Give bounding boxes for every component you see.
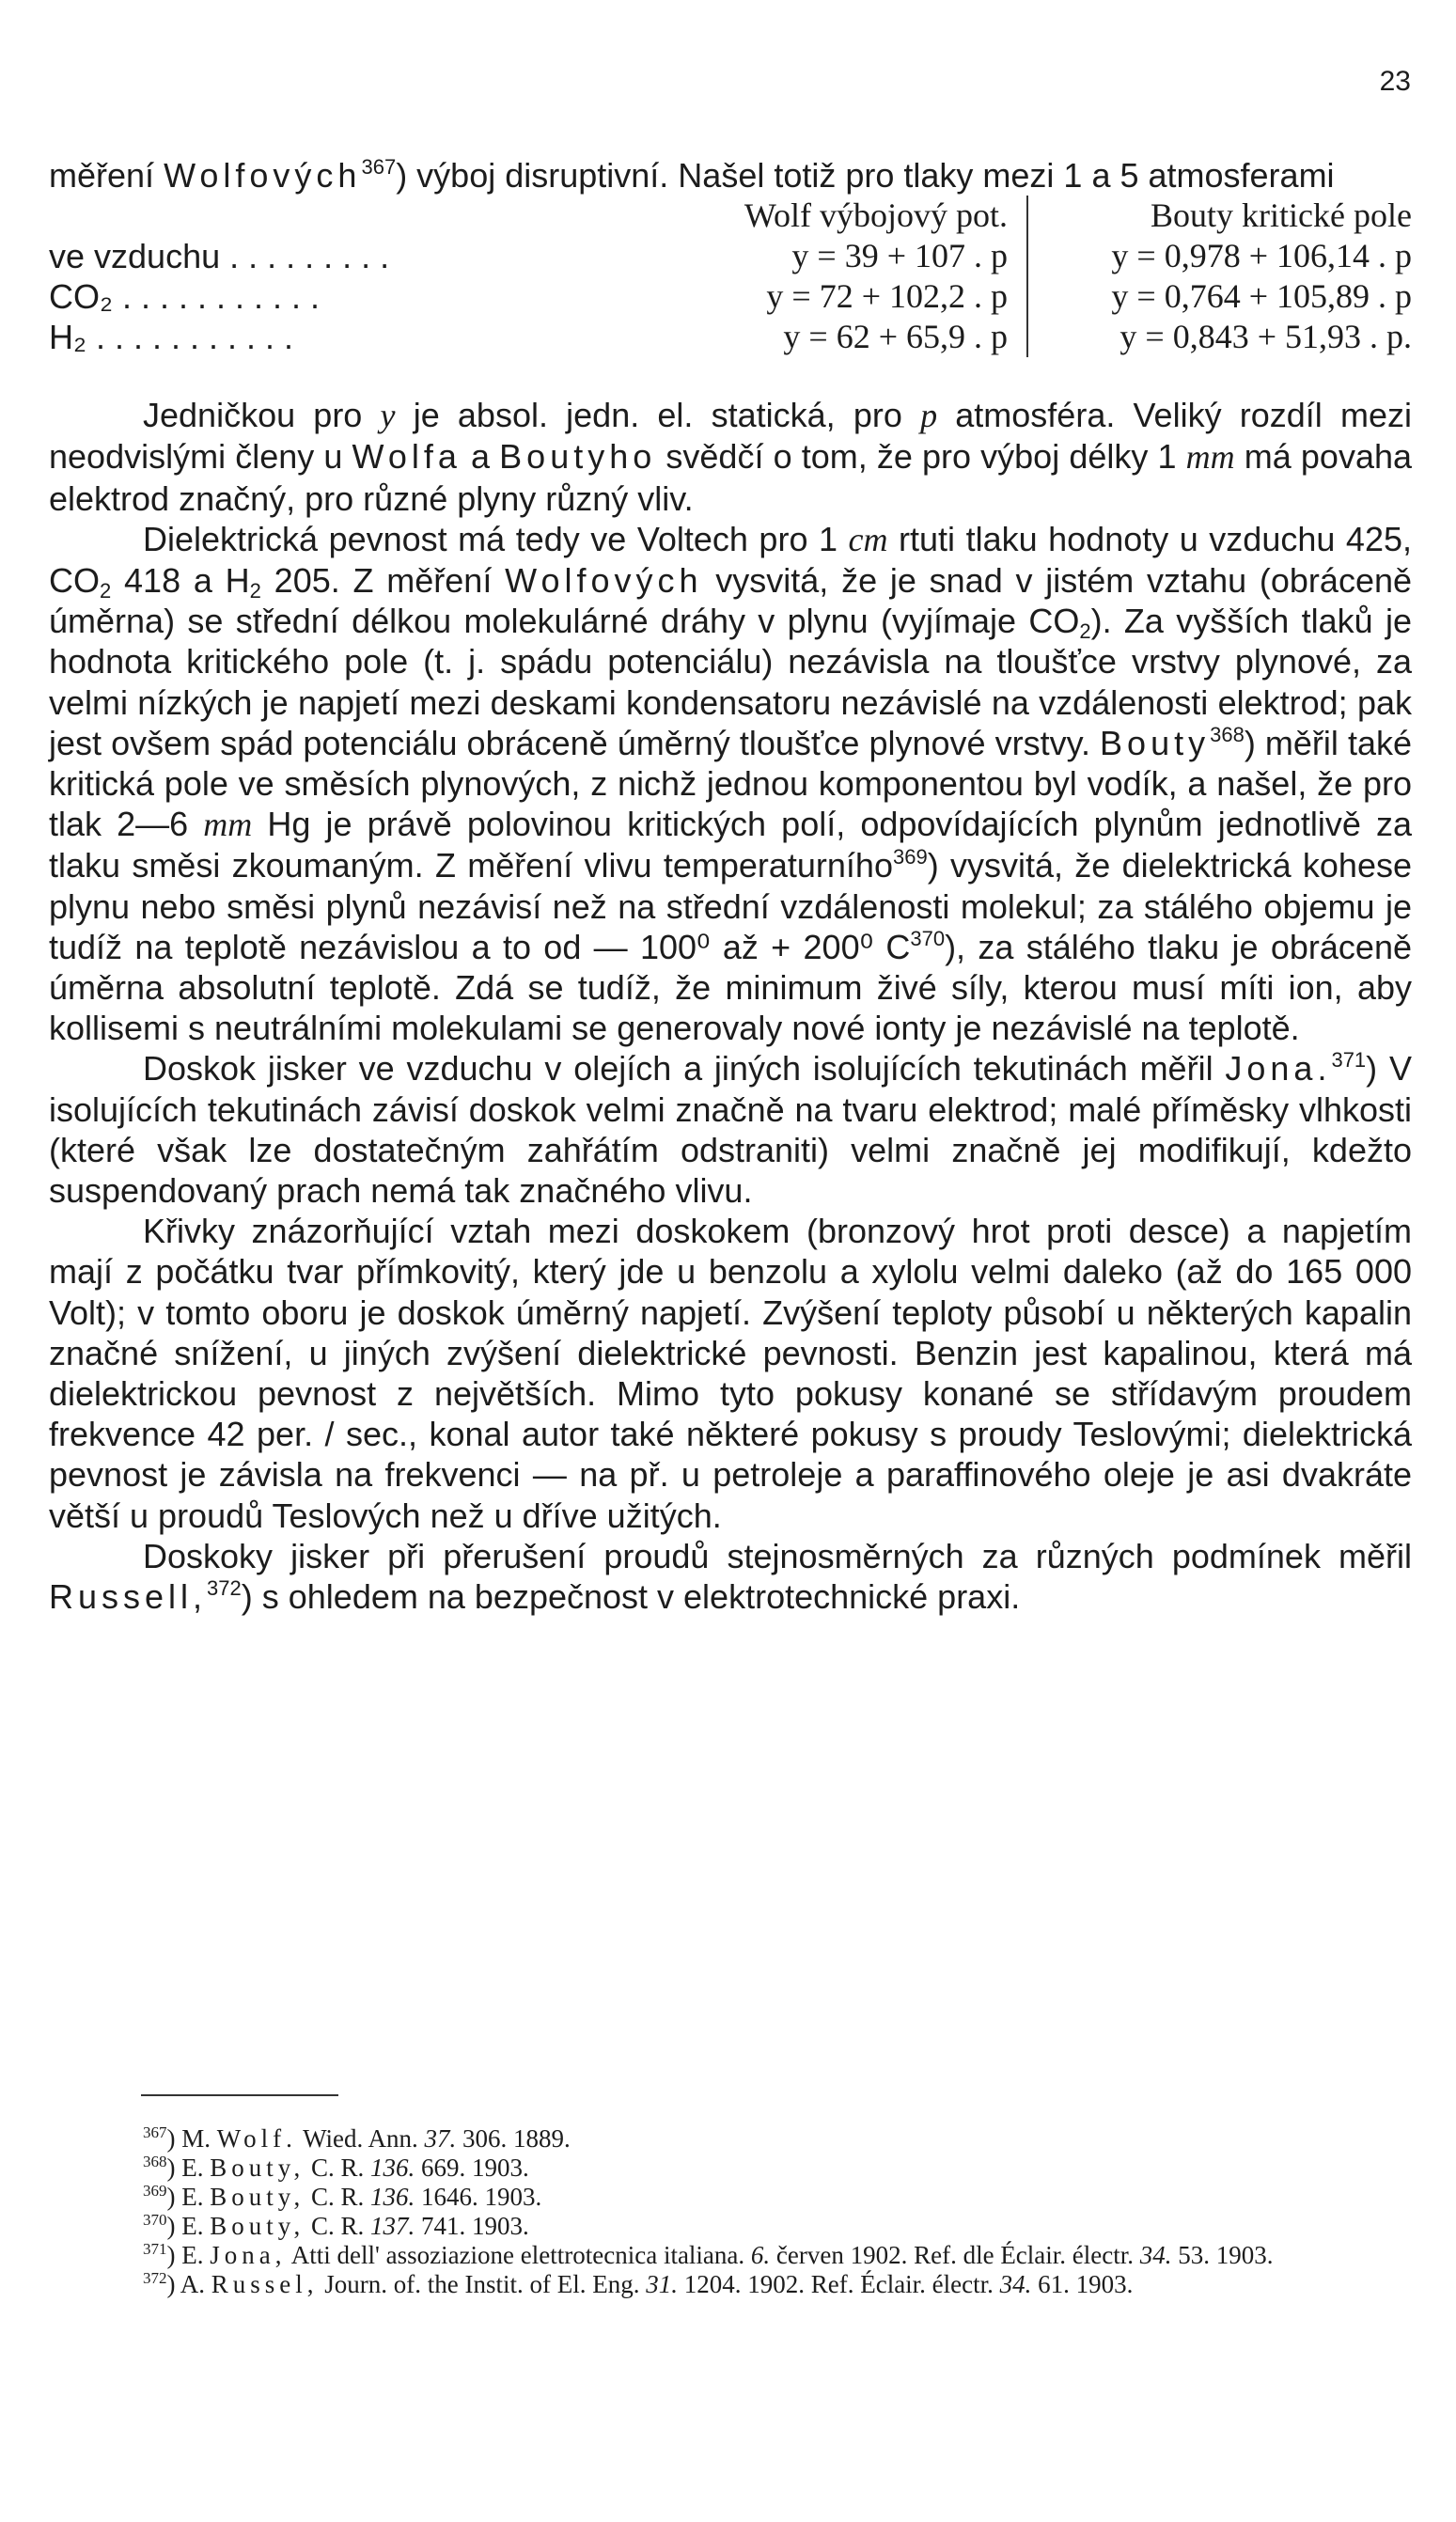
row-label: ve vzduchu . . . . . . . . . <box>49 237 390 276</box>
text: a <box>461 437 500 477</box>
footnote-number: 369 <box>143 2182 167 2200</box>
footnote-371 <box>49 2241 1412 2270</box>
paragraph-1 <box>49 395 1412 519</box>
text: 1646. 1903. <box>415 2183 542 2211</box>
text: ) E. <box>166 2154 211 2182</box>
footnote-367 <box>49 2124 1412 2154</box>
volume: 136. <box>370 2154 415 2182</box>
footnote-368 <box>49 2154 1412 2183</box>
author: Wolf. <box>216 2124 297 2153</box>
volume: 31. <box>646 2270 678 2298</box>
wolf-formula: y = 39 + 107 . p <box>791 237 1008 275</box>
paragraph-4: Křivky znázorňující vztah mezi doskokem (bronzový hrot proti desce) a napjetím mají z počátku tvar přímkovitý, který jde u benzolu a xylolu velmi daleko (až do 165 000 Volt); v tomto oboru je doskok úměrný napjetí. Zvýšení teploty působí u některých kapalin značné snížení, u jiných zvýšení dielektrické pevnosti. Benzin jest kapalinou, která má dielektrickou pevnost z největších. Mimo tyto pokusy konané se střídavým proudem frekvence 42 per. / sec., konal autor také některé pokusy s proudy Teslovými; dielektrická pevnost je závisla na frekvenci — na př. u petroleje a paraffinového oleje je asi dvakráte větší u proudů Teslových než u dříve užitých. <box>49 1212 1412 1535</box>
text: ) E. <box>166 2212 211 2240</box>
footnotes <box>49 2124 1412 2299</box>
body-text <box>49 155 1412 1617</box>
text: C. R. <box>305 2212 371 2240</box>
footnote-divider <box>141 2094 338 2096</box>
bouty-formula: y = 0,843 + 51,93 . p. <box>1027 317 1412 357</box>
author-wolf: Wolfa <box>352 437 462 477</box>
intro-paragraph <box>49 155 1412 196</box>
text: atmosféra. Veliký rozdíl mezi neodvislými členy u <box>49 396 1412 477</box>
text: červen 1902. Ref. dle Éclair. électr. <box>770 2241 1140 2269</box>
volume: 136. <box>370 2183 415 2211</box>
text: 1204. 1902. Ref. Éclair. électr. <box>677 2270 1000 2298</box>
header-wolf: Wolf výbojový pot. <box>744 196 1008 235</box>
table-row <box>49 276 1412 317</box>
footnote-ref-371[interactable]: 371 <box>1331 1048 1367 1073</box>
text: Doskoky jisker při přerušení proudů stejnosměrných za různých podmínek měřil <box>143 1536 1412 1575</box>
volume: 37. <box>424 2124 457 2153</box>
table-header-blank <box>49 196 538 236</box>
text: svědčí o tom, že pro výboj délky 1 <box>656 437 1186 477</box>
text: Journ. of. the Instit. of El. Eng. <box>318 2270 647 2298</box>
text: Hg je právě polovinou kritických polí, odpovídajících plynům jednotlivě za tlaku směsi zkoumaným. Z měření vlivu temperaturního <box>49 805 1412 885</box>
text: C. R. <box>305 2183 371 2211</box>
text: 669. 1903. <box>415 2154 529 2182</box>
author: Bouty, <box>210 2154 305 2182</box>
table-row <box>49 236 1412 276</box>
text: ) A. <box>166 2270 211 2298</box>
text: ) měřil také kritická pole ve směsích plynových, z nichž jednou komponentou byl vodík, a našel, že pro tlak 2—6 <box>49 723 1413 844</box>
row-label: CO₂ . . . . . . . . . . . <box>49 277 321 317</box>
text: vysvitá, že je snad v jistém vztahu (obráceně úměrna) se střední délkou molekulárné dráhy v plynu (vyjímaje CO <box>49 561 1413 641</box>
author-wolf: Wolfových <box>505 561 703 601</box>
text: ) M. <box>166 2124 217 2153</box>
footnote-number: 370 <box>143 2211 167 2229</box>
intro-text-1: měření <box>49 156 155 195</box>
author-wolf: Wolfových <box>164 156 362 195</box>
measurement-table <box>49 196 1412 357</box>
author: Jona, <box>210 2241 287 2269</box>
text: má povaha elektrod značný, pro různé plyny různý vliv. <box>49 437 1413 518</box>
author-jona: Jona. <box>1225 1049 1332 1089</box>
wolf-formula: y = 72 + 102,2 . p <box>766 277 1008 316</box>
footnote-number: 372 <box>143 2269 167 2287</box>
paragraph-3 <box>49 1048 1412 1211</box>
paragraph-2 <box>49 519 1412 1049</box>
footnote-ref-368[interactable]: 368 <box>1210 722 1245 746</box>
text: rtuti tlaku hodnoty u vzduchu 425, CO <box>49 519 1412 601</box>
page-number: 23 <box>1379 66 1411 97</box>
footnote-370 <box>49 2212 1412 2241</box>
volume: 137. <box>370 2212 415 2240</box>
table-header-row <box>49 196 1412 236</box>
text: ) E. <box>166 2241 211 2269</box>
author: Bouty, <box>210 2212 305 2240</box>
author-russell: Russell, <box>49 1577 208 1617</box>
text: ) vysvitá, že dielektrická kohese plynu nebo směsi plynů nezávisí než na střední vzdálenosti molekul; za stálého objemu je tudíž na teplotě nezávislou a to od — 100⁰ až + 200⁰ C <box>49 846 1413 966</box>
bouty-formula: y = 0,764 + 105,89 . p <box>1027 276 1412 317</box>
volume: 34. <box>999 2270 1032 2298</box>
text: ), za stálého tlaku je obráceně úměrna absolutní teplotě. Zdá se tudíž, že minimum živé síly, kterou musí míti ion, aby kollisemi s neutrálními molekulami se generovaly nové ionty je nezávislé na teplotě. <box>49 927 1412 1048</box>
unit-cm: cm <box>848 520 888 558</box>
author-bouty: Boutyho <box>499 437 657 477</box>
header-bouty: Bouty kritické pole <box>1027 196 1412 236</box>
text: 61. 1903. <box>1031 2270 1134 2298</box>
unit-mm: mm <box>203 806 253 844</box>
subscript: 2 <box>249 579 261 603</box>
symbol-p: p <box>920 397 938 435</box>
volume: 34. <box>1139 2241 1172 2269</box>
text: C. R. <box>305 2154 371 2182</box>
unit-mm: mm <box>1185 438 1235 477</box>
text: 205. Z měření <box>260 561 506 601</box>
wolf-formula: y = 62 + 65,9 . p <box>783 318 1008 356</box>
text: 741. 1903. <box>415 2212 529 2240</box>
symbol-y: y <box>380 397 396 435</box>
volume: 6. <box>750 2241 771 2269</box>
footnote-ref-367[interactable]: 367 <box>361 155 397 179</box>
text: je absol. jedn. el. statická, pro <box>395 396 921 435</box>
author: Bouty, <box>210 2183 305 2211</box>
text: 418 a H <box>111 561 250 601</box>
text: Doskok jisker ve vzduchu v olejích a jiných isolujících tekutinách měřil <box>143 1049 1226 1089</box>
author-bouty: Bouty <box>1100 723 1211 762</box>
subscript: 2 <box>100 579 112 603</box>
subscript: 2 <box>1079 619 1091 644</box>
footnote-369 <box>49 2183 1412 2212</box>
table-row <box>49 317 1412 357</box>
footnote-number: 371 <box>143 2240 167 2258</box>
footnote-372 <box>49 2270 1412 2299</box>
text: ) E. <box>166 2183 211 2211</box>
footnote-number: 368 <box>143 2153 167 2170</box>
row-label: H₂ . . . . . . . . . . . <box>49 318 294 357</box>
intro-text-2: ) výboj disruptivní. Našel totiž pro tlaky mezi 1 a 5 atmosferami <box>396 156 1335 195</box>
author: Russel, <box>211 2270 319 2298</box>
footnote-number: 367 <box>143 2123 167 2141</box>
text: ) s ohledem na bezpečnost v elektrotechnické praxi. <box>241 1577 1021 1617</box>
text: ). Za vyšších tlaků je hodnota kritického pole (t. j. spádu potenciálu) nezávisla na tloušťce vrstvy plynové, za velmi nízkých je napjetí mezi deskami kondensatoru nezávislé na vzdálenosti elektrod; pak jest ovšem spád potenciálu obráceně úměrný tloušťce plynové vrstvy. <box>49 602 1412 762</box>
text: 53. 1903. <box>1171 2241 1274 2269</box>
footnote-ref-372[interactable]: 372 <box>207 1576 242 1601</box>
footnote-ref-370[interactable]: 370 <box>910 926 946 950</box>
text: Atti dell' assoziazione elettrotecnica italiana. <box>286 2241 751 2269</box>
text: Dielektrická pevnost má tedy ve Voltech pro 1 <box>143 519 849 558</box>
bouty-formula: y = 0,978 + 106,14 . p <box>1027 236 1412 276</box>
text: ) V isolujících tekutinách závisí doskok velmi značně na tvaru elektrod; malé příměsky vlhkosti (které však lze dostatečným zahřátím odstraniti) velmi značně jej modifikují, kdežto suspendovaný prach nemá tak značného vlivu. <box>49 1049 1412 1211</box>
text: 306. 1889. <box>456 2124 571 2153</box>
footnote-ref-369[interactable]: 369 <box>892 845 928 869</box>
paragraph-5 <box>49 1536 1412 1617</box>
text: Jedničkou pro <box>143 396 381 435</box>
text: Wied. Ann. <box>296 2124 425 2153</box>
